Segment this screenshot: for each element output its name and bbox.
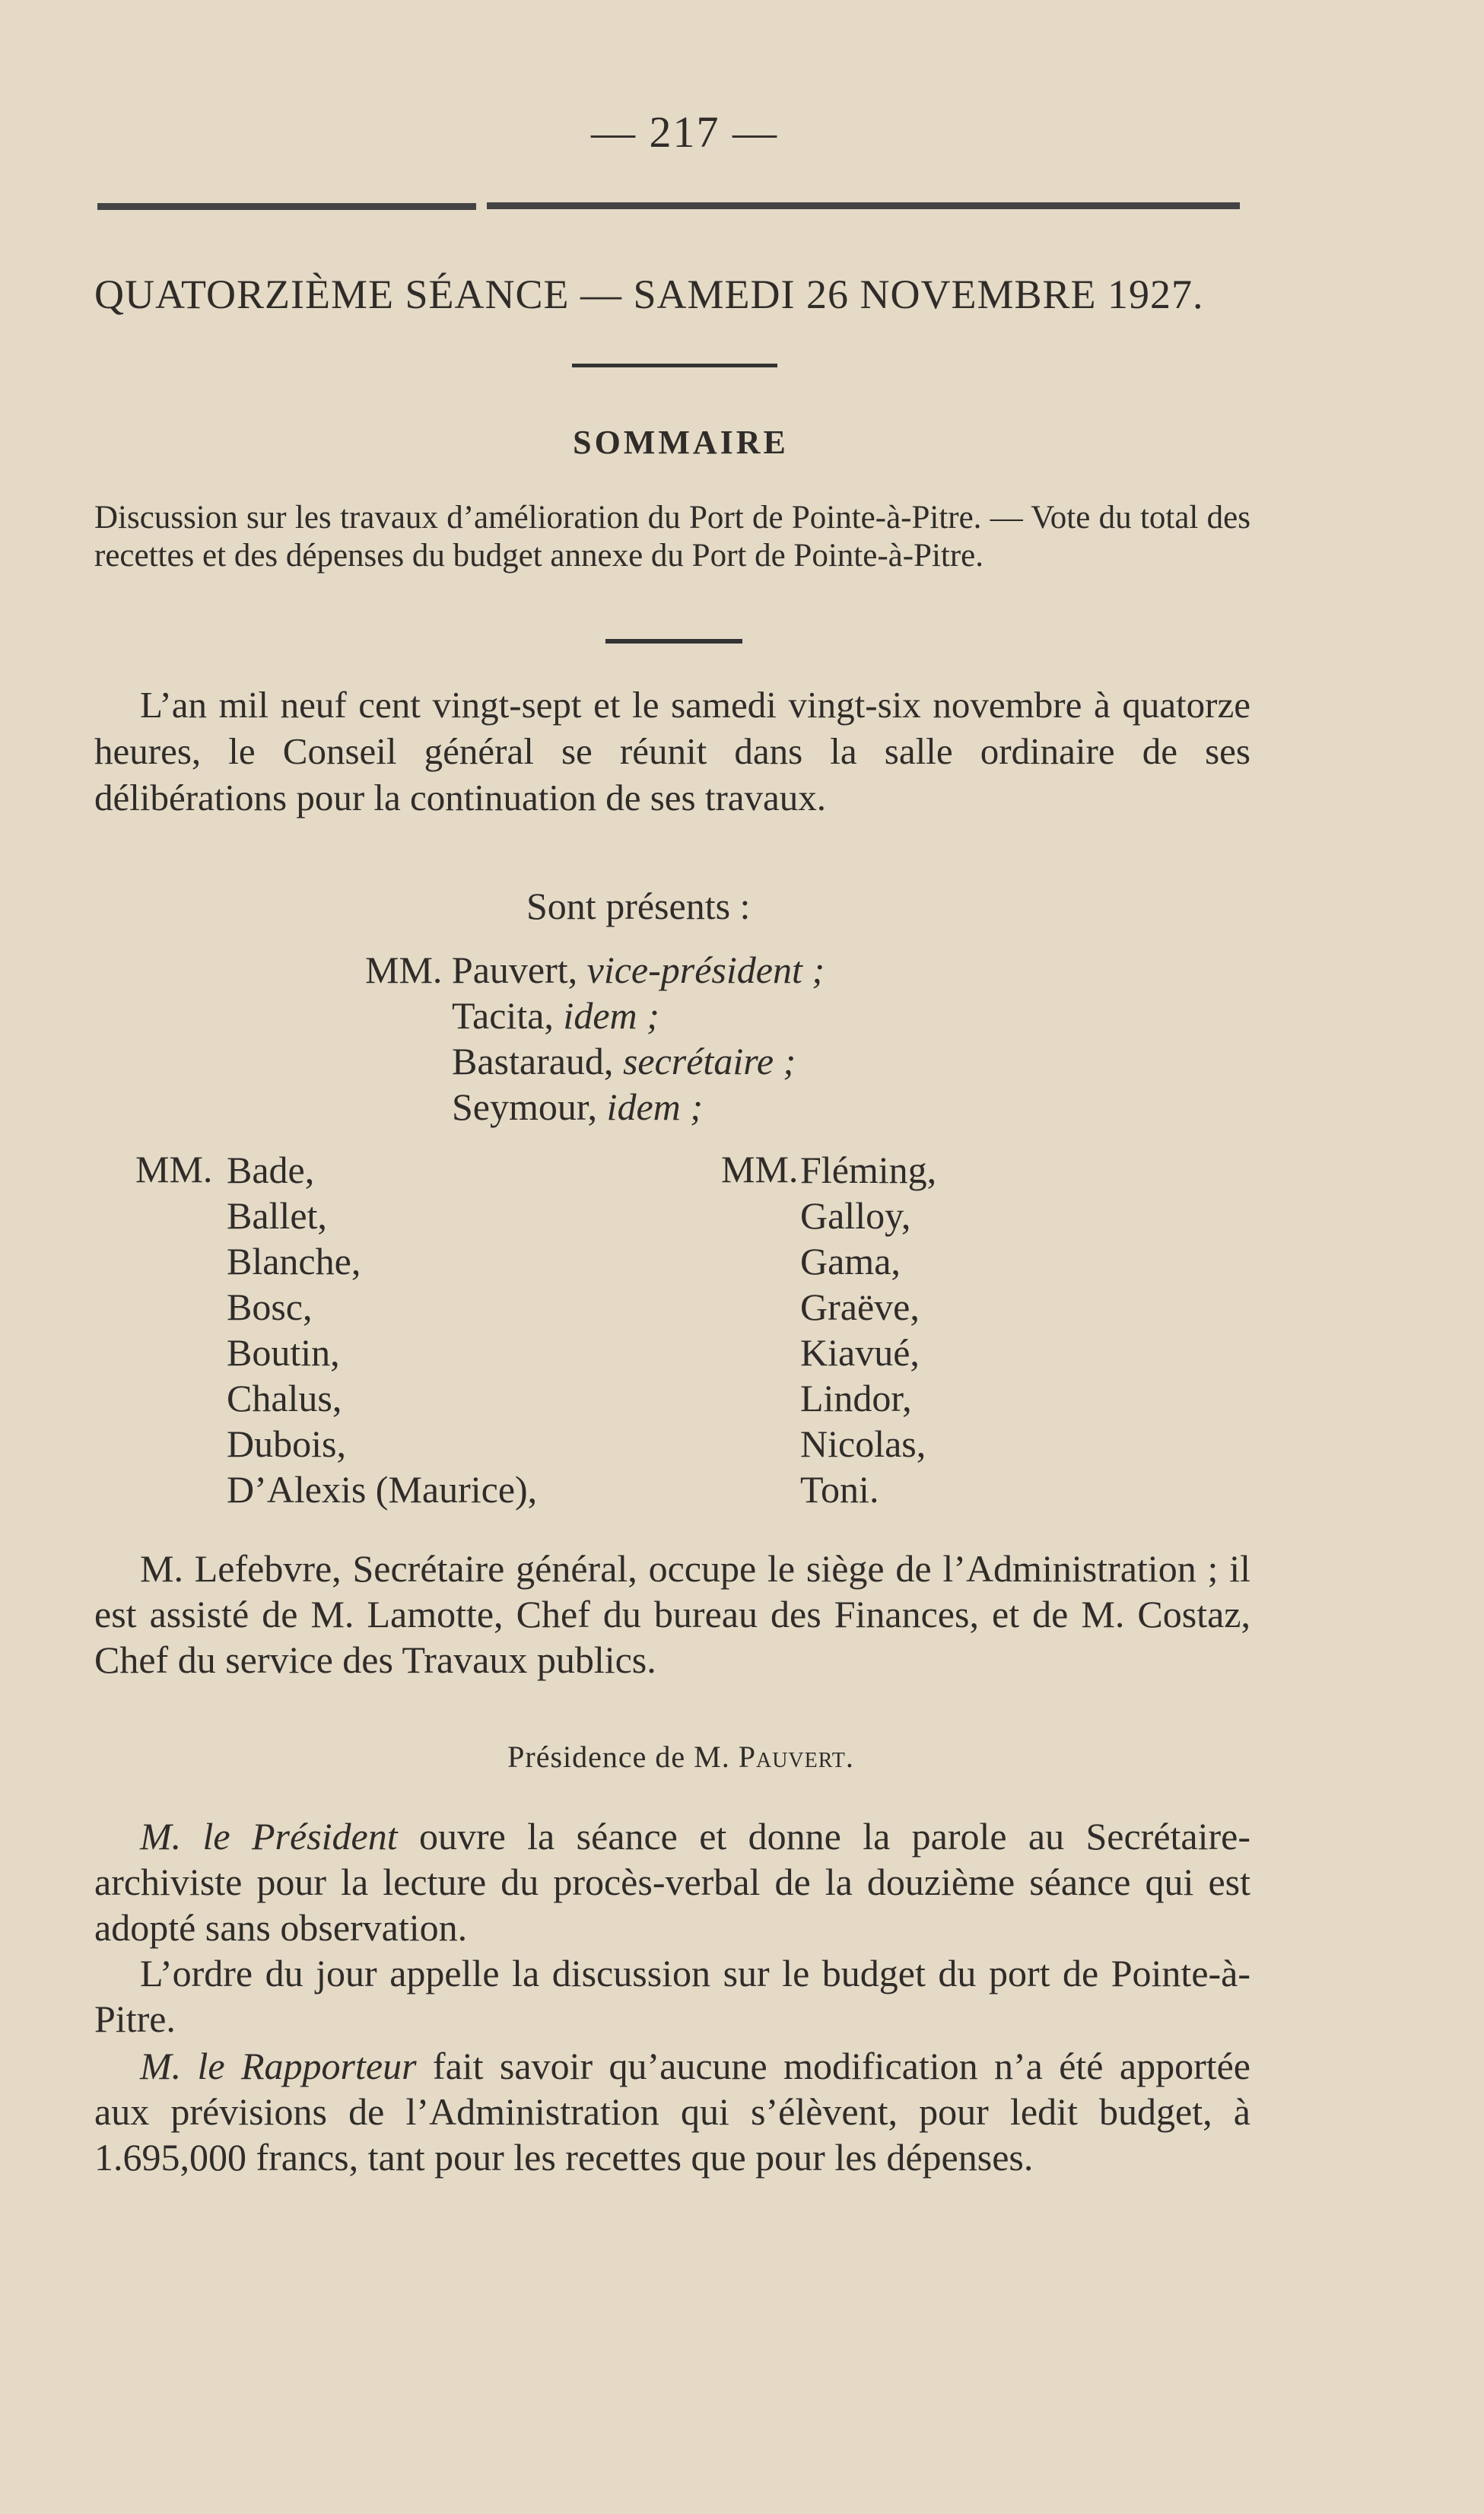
paragraph-rapporteur	[94, 2043, 1250, 2180]
officer-row	[452, 1039, 796, 1083]
officer-row	[452, 1085, 703, 1129]
header-rule-right	[487, 202, 1240, 209]
member-name: Bosc,	[227, 1286, 313, 1328]
officer-row	[365, 948, 825, 992]
presents-heading: Sont présents :	[526, 885, 751, 927]
paragraph-lead: M. le Rapporteur	[140, 2045, 417, 2087]
officer-name: Pauvert,	[451, 949, 578, 991]
member-name: Ballet,	[227, 1194, 327, 1237]
member-name: Boutin,	[227, 1331, 340, 1374]
paragraph-lead: M. le Président	[140, 1815, 398, 1858]
paragraph-president	[94, 1813, 1250, 1950]
member-name: Kiavué,	[800, 1331, 920, 1374]
officer-role: secrétaire ;	[622, 1040, 796, 1082]
member-name: Dubois,	[227, 1422, 346, 1465]
session-title: QUATORZIÈME SÉANCE — SAMEDI 26 NOVEMBRE 1927.	[94, 272, 1204, 317]
paragraph-text: ouvre la séance et donne la parole au Secrétaire-archiviste pour la lecture du procès-verbal de la douzième séance qui est adopté sans observation.	[94, 1815, 1250, 1949]
officer-role: idem ;	[606, 1085, 703, 1128]
member-name: Bade,	[227, 1149, 315, 1191]
officer-name: Tacita,	[452, 994, 554, 1037]
member-name: Graëve,	[800, 1286, 920, 1328]
members-list-right	[800, 1147, 936, 1512]
header-rule-left	[97, 203, 476, 210]
officer-row	[452, 993, 659, 1038]
member-name: Nicolas,	[800, 1422, 926, 1465]
member-name: D’Alexis (Maurice),	[227, 1468, 538, 1511]
presidence-name: Pauvert.	[738, 1740, 854, 1774]
officer-role: vice-président ;	[586, 949, 825, 991]
opening-paragraph: L’an mil neuf cent vingt-sept et le samedi vingt-six novembre à quatorze heures, le Conseil général se réunit dans la salle ordinaire de ses délibérations pour la continuation de ses travaux.	[94, 684, 1250, 818]
presidence-line	[0, 1739, 1362, 1775]
member-name: Galloy,	[800, 1194, 911, 1237]
member-name: Gama,	[800, 1240, 901, 1282]
administration-paragraph: M. Lefebvre, Secrétaire général, occupe le siège de l’Administration ; il est assisté de M. Lamotte, Chef du bureau des Finances, et de M. Costaz, Chef du service des Travaux publics.	[94, 1547, 1250, 1681]
member-name: Chalus,	[227, 1377, 342, 1419]
title-divider	[572, 364, 777, 367]
member-name: Fléming,	[800, 1149, 937, 1191]
officer-name: Bastaraud,	[452, 1040, 614, 1082]
paragraph-ordre-du-jour	[94, 1950, 1250, 2042]
presidence-prefix: Présidence de M.	[507, 1740, 730, 1774]
member-name: Lindor,	[800, 1377, 912, 1419]
officer-prefix: MM.	[365, 949, 443, 991]
members-list-left	[227, 1147, 537, 1512]
sommaire-heading: SOMMAIRE	[573, 424, 789, 461]
paragraph-text: L’ordre du jour appelle la discussion sur le budget du port de Pointe-à-Pitre.	[94, 1952, 1250, 2040]
officer-role: idem ;	[563, 994, 659, 1037]
members-prefix-right: MM.	[721, 1148, 799, 1190]
page-number: — 217 —	[591, 107, 778, 157]
member-name: Blanche,	[227, 1240, 361, 1282]
members-prefix-left: MM.	[135, 1148, 213, 1190]
officer-name: Seymour,	[452, 1085, 598, 1128]
paragraph-text: fait savoir qu’aucune modification n’a été apportée aux prévisions de l’Administration qui s’élèvent, pour ledit budget, à 1.695,000 francs, tant pour les recettes que pour les dépenses.	[94, 2045, 1250, 2179]
sommaire-divider	[605, 639, 742, 644]
sommaire-text: Discussion sur les travaux d’amélioration du Port de Pointe-à-Pitre. — Vote du total des recettes et des dépenses du budget annexe du Port de Pointe-à-Pitre.	[94, 500, 1250, 574]
member-name: Toni.	[800, 1468, 879, 1511]
